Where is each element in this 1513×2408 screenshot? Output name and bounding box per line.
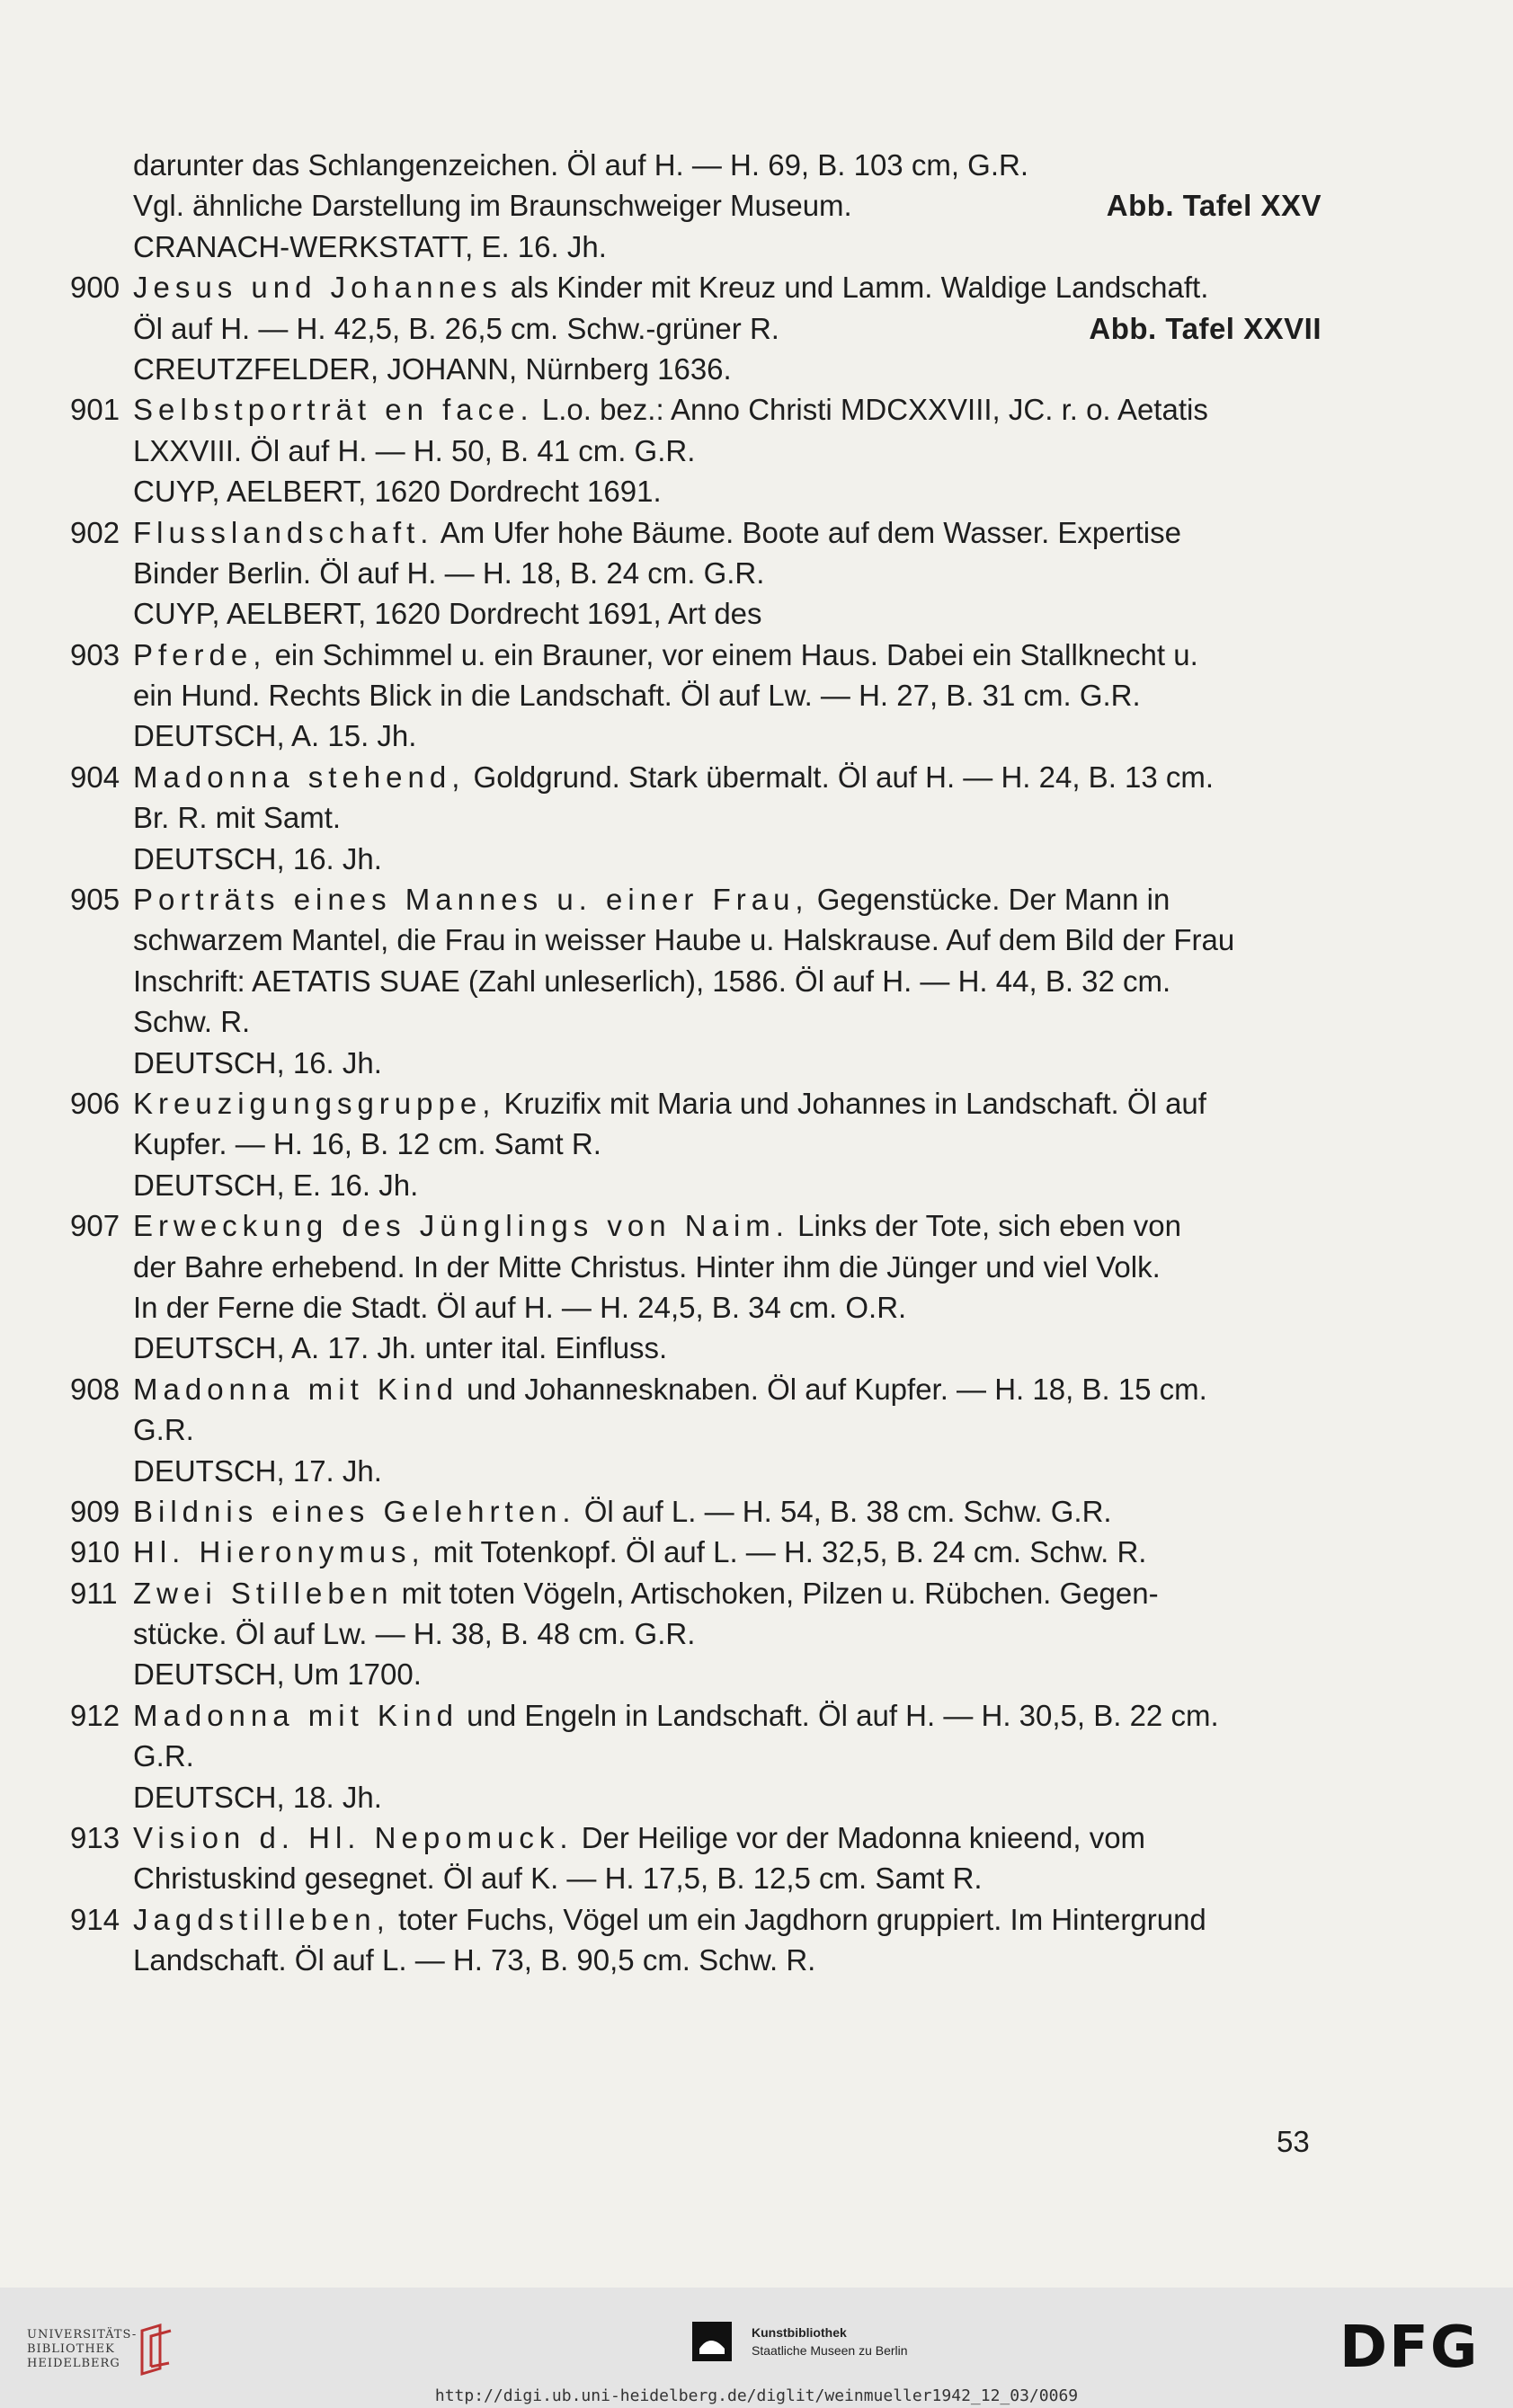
line-body: toter Fuchs, Vögel um ein Jagdhorn gruppiert. Im Hintergrund (389, 1902, 1206, 1936)
line-body: als Kinder mit Kreuz und Lamm. Waldige Landschaft. (502, 271, 1209, 305)
line-text (133, 1369, 1322, 1409)
catalogue-text-line (63, 227, 1322, 267)
catalogue-text-line (63, 553, 1322, 593)
kunstbibliothek-label[interactable] (752, 2324, 908, 2359)
catalogue-text-line (63, 1043, 1322, 1083)
lot-number: 903 (70, 637, 120, 671)
catalogue-text-line (63, 1613, 1322, 1654)
line-text (133, 471, 1322, 511)
line-text (133, 389, 1322, 430)
line-text (133, 1247, 1322, 1287)
catalogue-entry-line (63, 635, 1322, 675)
line-text (133, 635, 1322, 675)
catalogue-text-line (63, 1940, 1322, 1980)
line-body: CREUTZFELDER, JOHANN, Nürnberg 1636. (133, 351, 732, 386)
line-text (133, 1124, 1322, 1164)
line-body: DEUTSCH, 16. Jh. (133, 1045, 382, 1080)
line-text (133, 593, 1322, 634)
line-body: stücke. Öl auf Lw. — H. 38, B. 48 cm. G.R. (133, 1617, 696, 1651)
line-text (133, 1287, 1322, 1328)
catalogue-entry-line (63, 389, 1322, 430)
catalogue-text-line (63, 349, 1322, 389)
lot-number: 910 (70, 1535, 120, 1569)
lot-number: 907 (70, 1209, 120, 1243)
line-text (133, 879, 1322, 920)
line-text (133, 920, 1322, 960)
line-body: Links der Tote, sich eben von (788, 1209, 1181, 1243)
line-text (133, 227, 1322, 267)
line-text (133, 961, 1322, 1001)
catalogue-entry-line (63, 1899, 1322, 1940)
catalogue-entry-line (63, 1695, 1322, 1736)
line-body: und Johannesknaben. Öl auf Kupfer. — H. 18, B. 15 cm. (458, 1372, 1207, 1406)
line-text (133, 839, 1322, 879)
line-text (133, 1736, 1322, 1776)
catalogue-text-line (63, 145, 1322, 185)
line-body: G.R. (133, 1739, 194, 1773)
artwork-title: Jesus und Johannes (133, 271, 503, 305)
line-body: mit toten Vögeln, Artischoken, Pilzen u. Rübchen. Gegen- (393, 1576, 1159, 1610)
line-body: Inschrift: AETATIS SUAE (Zahl unleserlich), 1586. Öl auf H. — H. 44, B. 32 cm. (133, 964, 1171, 998)
line-text (133, 1858, 1322, 1898)
line-body: CUYP, AELBERT, 1620 Dordrecht 1691. (133, 475, 662, 509)
line-text (133, 1165, 1322, 1205)
line-text (133, 1573, 1322, 1613)
line-body: Christuskind gesegnet. Öl auf K. — H. 17,5, B. 12,5 cm. Samt R. (133, 1862, 983, 1896)
dfg-logo[interactable]: DFG (1339, 2315, 1480, 2381)
kunstbibliothek-name: Kunstbibliothek (752, 2325, 847, 2340)
artwork-title: Hl. Hieronymus, (133, 1535, 425, 1569)
line-body: Landschaft. Öl auf L. — H. 73, B. 90,5 cm. Schw. R. (133, 1943, 816, 1977)
line-text (133, 1532, 1322, 1572)
lot-number: 911 (70, 1576, 118, 1610)
line-body: Schw. R. (133, 1005, 251, 1039)
artwork-title: Pferde, (133, 637, 267, 671)
line-text (133, 1491, 1322, 1532)
lot-number: 912 (70, 1698, 120, 1732)
catalogue-entry-line (63, 757, 1322, 797)
line-text (133, 1613, 1322, 1654)
line-body: L.o. bez.: Anno Christi MDCXXVIII, JC. r. o. Aetatis (533, 393, 1208, 427)
line-text (133, 553, 1322, 593)
kunstbibliothek-subtitle: Staatliche Museen zu Berlin (752, 2343, 908, 2358)
page-number: 53 (1277, 2125, 1310, 2158)
catalogue-text-line (63, 797, 1322, 838)
line-body: mit Totenkopf. Öl auf L. — H. 32,5, B. 24 cm. Schw. R. (424, 1535, 1147, 1569)
catalogue-entry-line (63, 1491, 1322, 1532)
line-body: darunter das Schlangenzeichen. Öl auf H. — H. 69, B. 103 cm, G.R. (133, 148, 1028, 182)
line-text (133, 1205, 1322, 1246)
catalogue-text-line (63, 1287, 1322, 1328)
catalogue-text-line (63, 961, 1322, 1001)
line-text (133, 1043, 1322, 1083)
catalogue-text-line (63, 920, 1322, 960)
line-text (133, 757, 1322, 797)
artwork-title: Zwei Stilleben (133, 1576, 394, 1610)
catalogue-text-line (63, 1451, 1322, 1491)
kunstbibliothek-logo-icon (692, 2322, 732, 2361)
lot-number: 909 (70, 1494, 120, 1528)
lot-number: 913 (70, 1821, 120, 1855)
catalogue-text-line (63, 308, 1322, 349)
line-text (133, 512, 1322, 553)
lot-number: 902 (70, 515, 120, 549)
line-body: Br. R. mit Samt. (133, 801, 342, 835)
plate-reference: Abb. Tafel XXV (1106, 189, 1322, 223)
artwork-title: Vision d. Hl. Nepomuck. (133, 1821, 574, 1855)
artwork-title: Flusslandschaft. (133, 515, 434, 549)
catalogue-entry-line (63, 512, 1322, 553)
line-text (133, 349, 1322, 389)
line-text (133, 675, 1322, 715)
catalogue-text-line (63, 185, 1322, 226)
catalogue-text-line (63, 1247, 1322, 1287)
catalogue-text-line (63, 1165, 1322, 1205)
line-body: Am Ufer hohe Bäume. Boote auf dem Wasser. Expertise (433, 515, 1181, 549)
line-text (133, 267, 1322, 307)
lot-number: 914 (70, 1902, 120, 1936)
line-text (133, 431, 1322, 471)
line-text (133, 1083, 1322, 1124)
line-text (133, 1001, 1322, 1042)
artwork-title: Jagdstilleben, (133, 1902, 390, 1936)
lot-number: 901 (70, 393, 120, 427)
catalogue-text-line (63, 1001, 1322, 1042)
line-body: Vgl. ähnliche Darstellung im Braunschweiger Museum. (133, 189, 852, 223)
heidelberg-logo-icon (135, 2322, 180, 2377)
line-body: LXXVIII. Öl auf H. — H. 50, B. 41 cm. G.R. (133, 433, 696, 467)
line-body: schwarzem Mantel, die Frau in weisser Haube u. Halskrause. Auf dem Bild der Frau (133, 923, 1235, 957)
line-text (133, 1654, 1322, 1694)
line-body: CUYP, AELBERT, 1620 Dordrecht 1691, Art des (133, 597, 762, 631)
plate-reference: Abb. Tafel XXVII (1089, 311, 1322, 345)
line-text (133, 1695, 1322, 1736)
line-body: DEUTSCH, A. 15. Jh. (133, 719, 417, 753)
digitization-footer (0, 2288, 1513, 2408)
catalogue-text-line (63, 1409, 1322, 1450)
line-body: der Bahre erhebend. In der Mitte Christus. Hinter ihm die Jünger und viel Volk. (133, 1249, 1161, 1284)
line-body: Kupfer. — H. 16, B. 12 cm. Samt R. (133, 1127, 601, 1161)
line-body: DEUTSCH, 18. Jh. (133, 1780, 382, 1814)
uni-logo-line3: HEIDELBERG (27, 2357, 120, 2370)
catalogue-entry-line (63, 1083, 1322, 1124)
catalogue-entry-line (63, 1205, 1322, 1246)
line-text (133, 1899, 1322, 1940)
line-text (133, 145, 1322, 185)
artwork-title: Porträts eines Mannes u. einer Frau, (133, 883, 809, 917)
line-text (133, 1940, 1322, 1980)
catalogue-text-line (63, 675, 1322, 715)
lot-number: 905 (70, 883, 120, 917)
artwork-title: Bildnis eines Gelehrten. (133, 1494, 576, 1528)
line-body: ein Hund. Rechts Blick in die Landschaft. Öl auf Lw. — H. 27, B. 31 cm. G.R. (133, 679, 1141, 713)
line-body: Kruzifix mit Maria und Johannes in Landschaft. Öl auf (495, 1086, 1206, 1120)
line-text (133, 1451, 1322, 1491)
line-body: DEUTSCH, 17. Jh. (133, 1453, 382, 1488)
catalogue-text-line (63, 715, 1322, 756)
line-body: Gegenstücke. Der Mann in (808, 883, 1170, 917)
artwork-title: Madonna mit Kind (133, 1698, 458, 1732)
lot-number: 900 (70, 271, 120, 305)
catalogue-text (63, 145, 1322, 1981)
catalogue-text-line (63, 471, 1322, 511)
artwork-title: Madonna mit Kind (133, 1372, 458, 1406)
line-body: Der Heilige vor der Madonna knieend, vom (573, 1821, 1146, 1855)
catalogue-text-line (63, 1736, 1322, 1776)
catalogue-entry-line (63, 1532, 1322, 1572)
catalogue-text-line (63, 431, 1322, 471)
line-body: CRANACH-WERKSTATT, E. 16. Jh. (133, 229, 607, 263)
line-body: DEUTSCH, Um 1700. (133, 1657, 422, 1692)
lot-number: 906 (70, 1086, 120, 1120)
catalogue-text-line (63, 1124, 1322, 1164)
catalogue-text-line (63, 1328, 1322, 1368)
line-text (133, 1817, 1322, 1858)
line-text (133, 797, 1322, 838)
catalogue-text-line (63, 1858, 1322, 1898)
source-url[interactable]: http://digi.ub.uni-heidelberg.de/diglit/weinmueller1942_12_03/0069 (434, 2386, 1079, 2405)
lot-number: 904 (70, 760, 120, 794)
lot-number: 908 (70, 1372, 120, 1406)
catalogue-text-line (63, 593, 1322, 634)
heidelberg-university-library-logo[interactable] (27, 2328, 137, 2371)
artwork-title: Erweckung des Jünglings von Naim. (133, 1209, 789, 1243)
line-body: ein Schimmel u. ein Brauner, vor einem Haus. Dabei ein Stallknecht u. (266, 637, 1198, 671)
catalogue-entry-line (63, 1573, 1322, 1613)
line-body: DEUTSCH, A. 17. Jh. unter ital. Einfluss. (133, 1331, 668, 1365)
line-body: DEUTSCH, 16. Jh. (133, 841, 382, 875)
catalogue-entry-line (63, 1817, 1322, 1858)
artwork-title: Selbstporträt en face. (133, 393, 534, 427)
catalogue-entry-line (63, 879, 1322, 920)
uni-logo-line1: UNIVERSITÄTS- (27, 2328, 138, 2341)
line-text (133, 1328, 1322, 1368)
line-body: Binder Berlin. Öl auf H. — H. 18, B. 24 cm. G.R. (133, 555, 765, 590)
line-body: Goldgrund. Stark übermalt. Öl auf H. — H. 24, B. 13 cm. (465, 760, 1215, 794)
line-body: Öl auf H. — H. 42,5, B. 26,5 cm. Schw.-grüner R. (133, 311, 779, 345)
line-text (133, 1409, 1322, 1450)
catalogue-entry-line (63, 1369, 1322, 1409)
line-text (133, 1777, 1322, 1817)
catalogue-text-line (63, 839, 1322, 879)
catalogue-text-line (63, 1654, 1322, 1694)
catalogue-entry-line (63, 267, 1322, 307)
line-body: In der Ferne die Stadt. Öl auf H. — H. 24,5, B. 34 cm. O.R. (133, 1290, 907, 1324)
line-body: Öl auf L. — H. 54, B. 38 cm. Schw. G.R. (575, 1494, 1112, 1528)
artwork-title: Madonna stehend, (133, 760, 466, 794)
catalogue-text-line (63, 1777, 1322, 1817)
line-text (133, 715, 1322, 756)
line-body: G.R. (133, 1413, 194, 1447)
line-body: DEUTSCH, E. 16. Jh. (133, 1168, 419, 1202)
uni-logo-line2: BIBLIOTHEK (27, 2342, 115, 2356)
artwork-title: Kreuzigungsgruppe, (133, 1086, 496, 1120)
line-body: und Engeln in Landschaft. Öl auf H. — H. 30,5, B. 22 cm. (458, 1698, 1219, 1732)
